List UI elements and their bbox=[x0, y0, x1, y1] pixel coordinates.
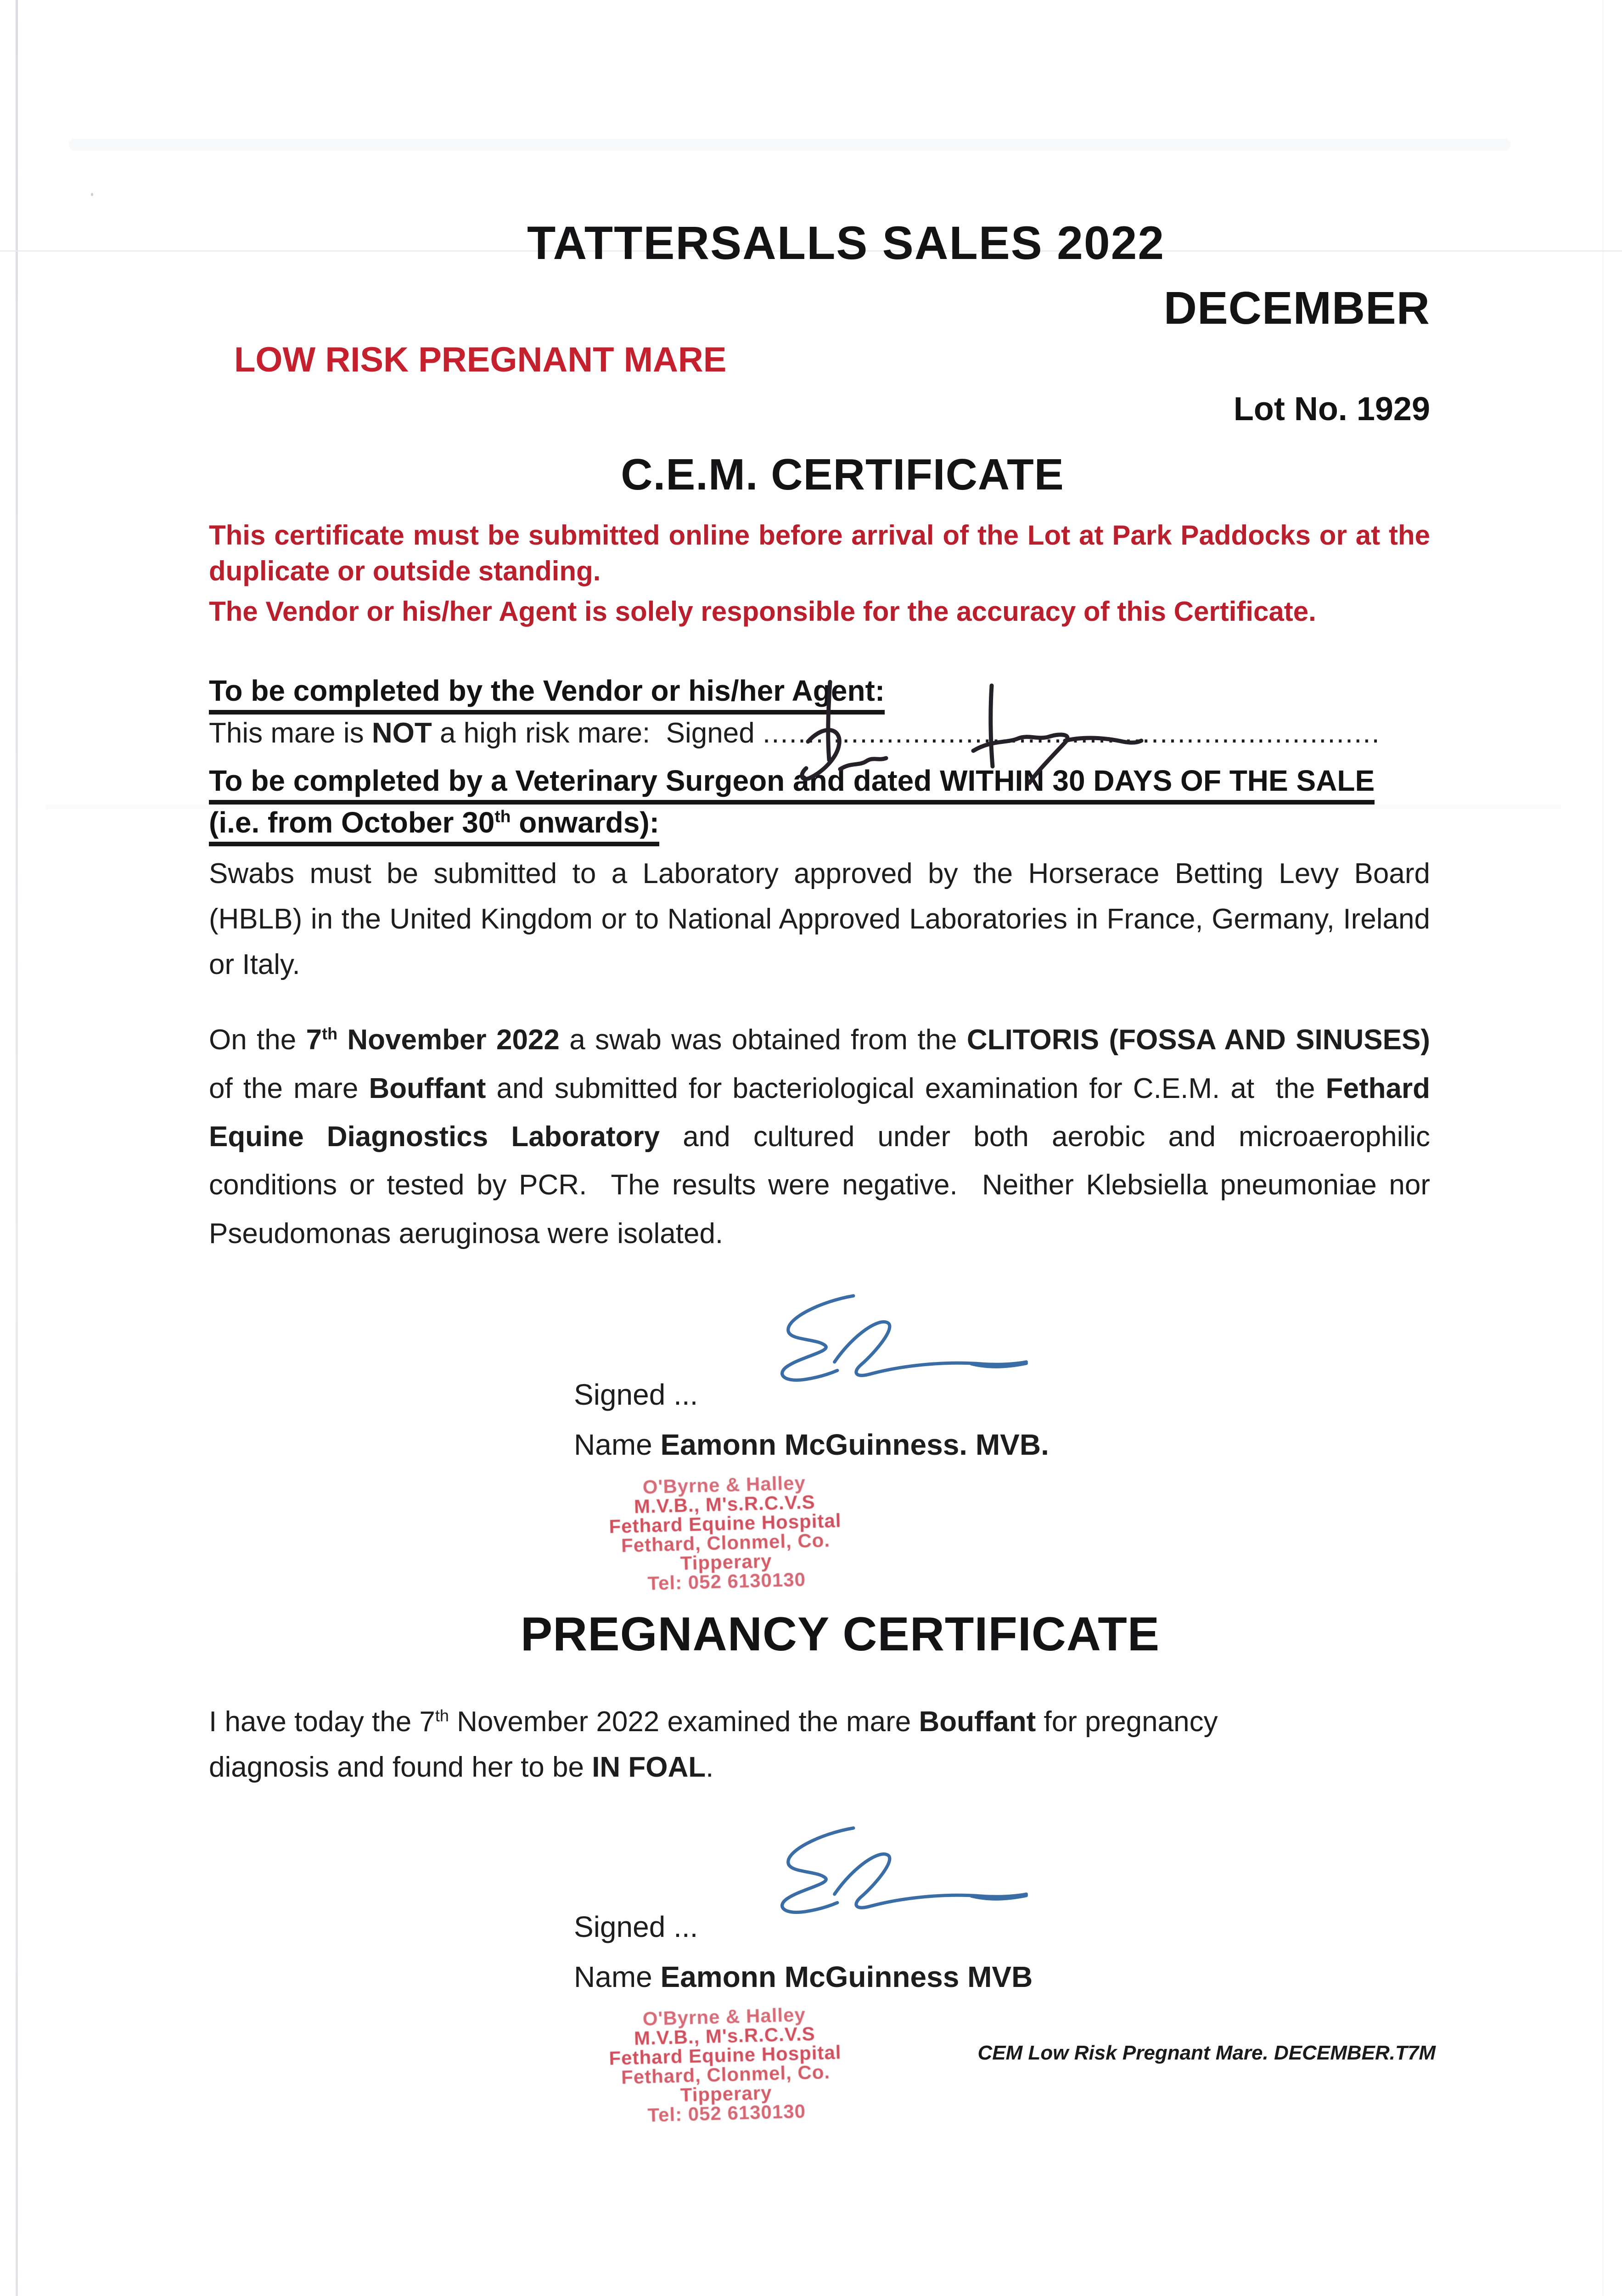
practice-stamp-2: O'Byrne & Halley M.V.B., M's.R.C.V.S Fethard Equine Hospital Fethard, Clonmel, Co. Tipperary Tel: 052 6130130 bbox=[608, 2003, 842, 2126]
lot-number: Lot No. 1929 bbox=[1233, 390, 1430, 428]
swabs-paragraph: Swabs must be submitted to a Laboratory approved by the Horserace Betting Levy Board (HBLB) in the United Kingdom or to National Approved Laboratories in France, Germany, Ireland or Italy. bbox=[209, 857, 1430, 980]
sale-title: TATTERSALLS SALES 2022 bbox=[527, 217, 1165, 269]
pregnancy-statement: I have today the 7th November 2022 examined the mare Bouffant for pregnancy diagnosis and found her to be IN FOAL. bbox=[209, 1705, 1218, 1783]
pregnancy-signature-block bbox=[574, 1818, 1430, 2126]
pregnancy-certificate-title: PREGNANCY CERTIFICATE bbox=[520, 1607, 1160, 1661]
risk-classification: LOW RISK PREGNANT MARE bbox=[234, 340, 727, 380]
cem-certificate-title: C.E.M. CERTIFICATE bbox=[621, 450, 1064, 500]
vendor-statement-line bbox=[209, 716, 1430, 750]
document-reference: CEM Low Risk Pregnant Mare. DECEMBER.T7M bbox=[977, 2042, 1436, 2064]
vendor-section-heading: To be completed by the Vendor or his/her Agent: bbox=[209, 672, 1430, 710]
sale-session: DECEMBER bbox=[1163, 282, 1430, 334]
practice-stamp: O'Byrne & Halley M.V.B., M's.R.C.V.S Fethard Equine Hospital Fethard, Clonmel, Co. Tipperary Tel: 052 6130130 bbox=[608, 1471, 842, 1594]
vet-name-line: Name Eamonn McGuinness. MVB. bbox=[574, 1428, 1049, 1462]
vet-name-line-2: Name Eamonn McGuinness MVB bbox=[574, 1960, 1033, 1994]
cem-signature-block bbox=[574, 1286, 1430, 1594]
scan-speck-artifact bbox=[91, 193, 93, 196]
scan-edge-right-artifact bbox=[1602, 0, 1604, 2296]
responsibility-notice: The Vendor or his/her Agent is solely responsible for the accuracy of this Certificate. bbox=[209, 596, 1316, 627]
signed-label: Signed ... bbox=[574, 1378, 698, 1412]
vet-name-2: Eamonn McGuinness MVB bbox=[660, 1960, 1033, 1994]
scan-edge-artifact bbox=[16, 0, 18, 2296]
vendor-statement-text: This mare is NOT a high risk mare: Signed ...................................................................... bbox=[209, 717, 1381, 749]
cem-result-paragraph: On the 7th November 2022 a swab was obtained from the CLITORIS (FOSSA AND SINUSES) of the mare Bouffant and submitted for bacteriological examination for C.E.M. at the Fethard Equine Diagnostics Laboratory and cultured under both aerobic and microaerophilic conditions or tested by PCR. The results were negative. Neither Klebsiella pneumoniae nor Pseudomonas aeruginosa were isolated. bbox=[209, 1024, 1431, 1249]
vet-name: Eamonn McGuinness. MVB. bbox=[660, 1428, 1049, 1462]
submission-notice: This certificate must be submitted online before arrival of the Lot at Park Paddocks or at the duplicate or outside standing. bbox=[209, 520, 1430, 587]
signed-label-2: Signed ... bbox=[574, 1910, 698, 1944]
document-content bbox=[209, 217, 1431, 2126]
scan-ghost-artifact bbox=[69, 139, 1510, 151]
vet-section-heading: To be completed by a Veterinary Surgeon and dated WITHIN 30 DAYS OF THE SALE (i.e. from October 30th onwards): bbox=[209, 760, 1430, 844]
